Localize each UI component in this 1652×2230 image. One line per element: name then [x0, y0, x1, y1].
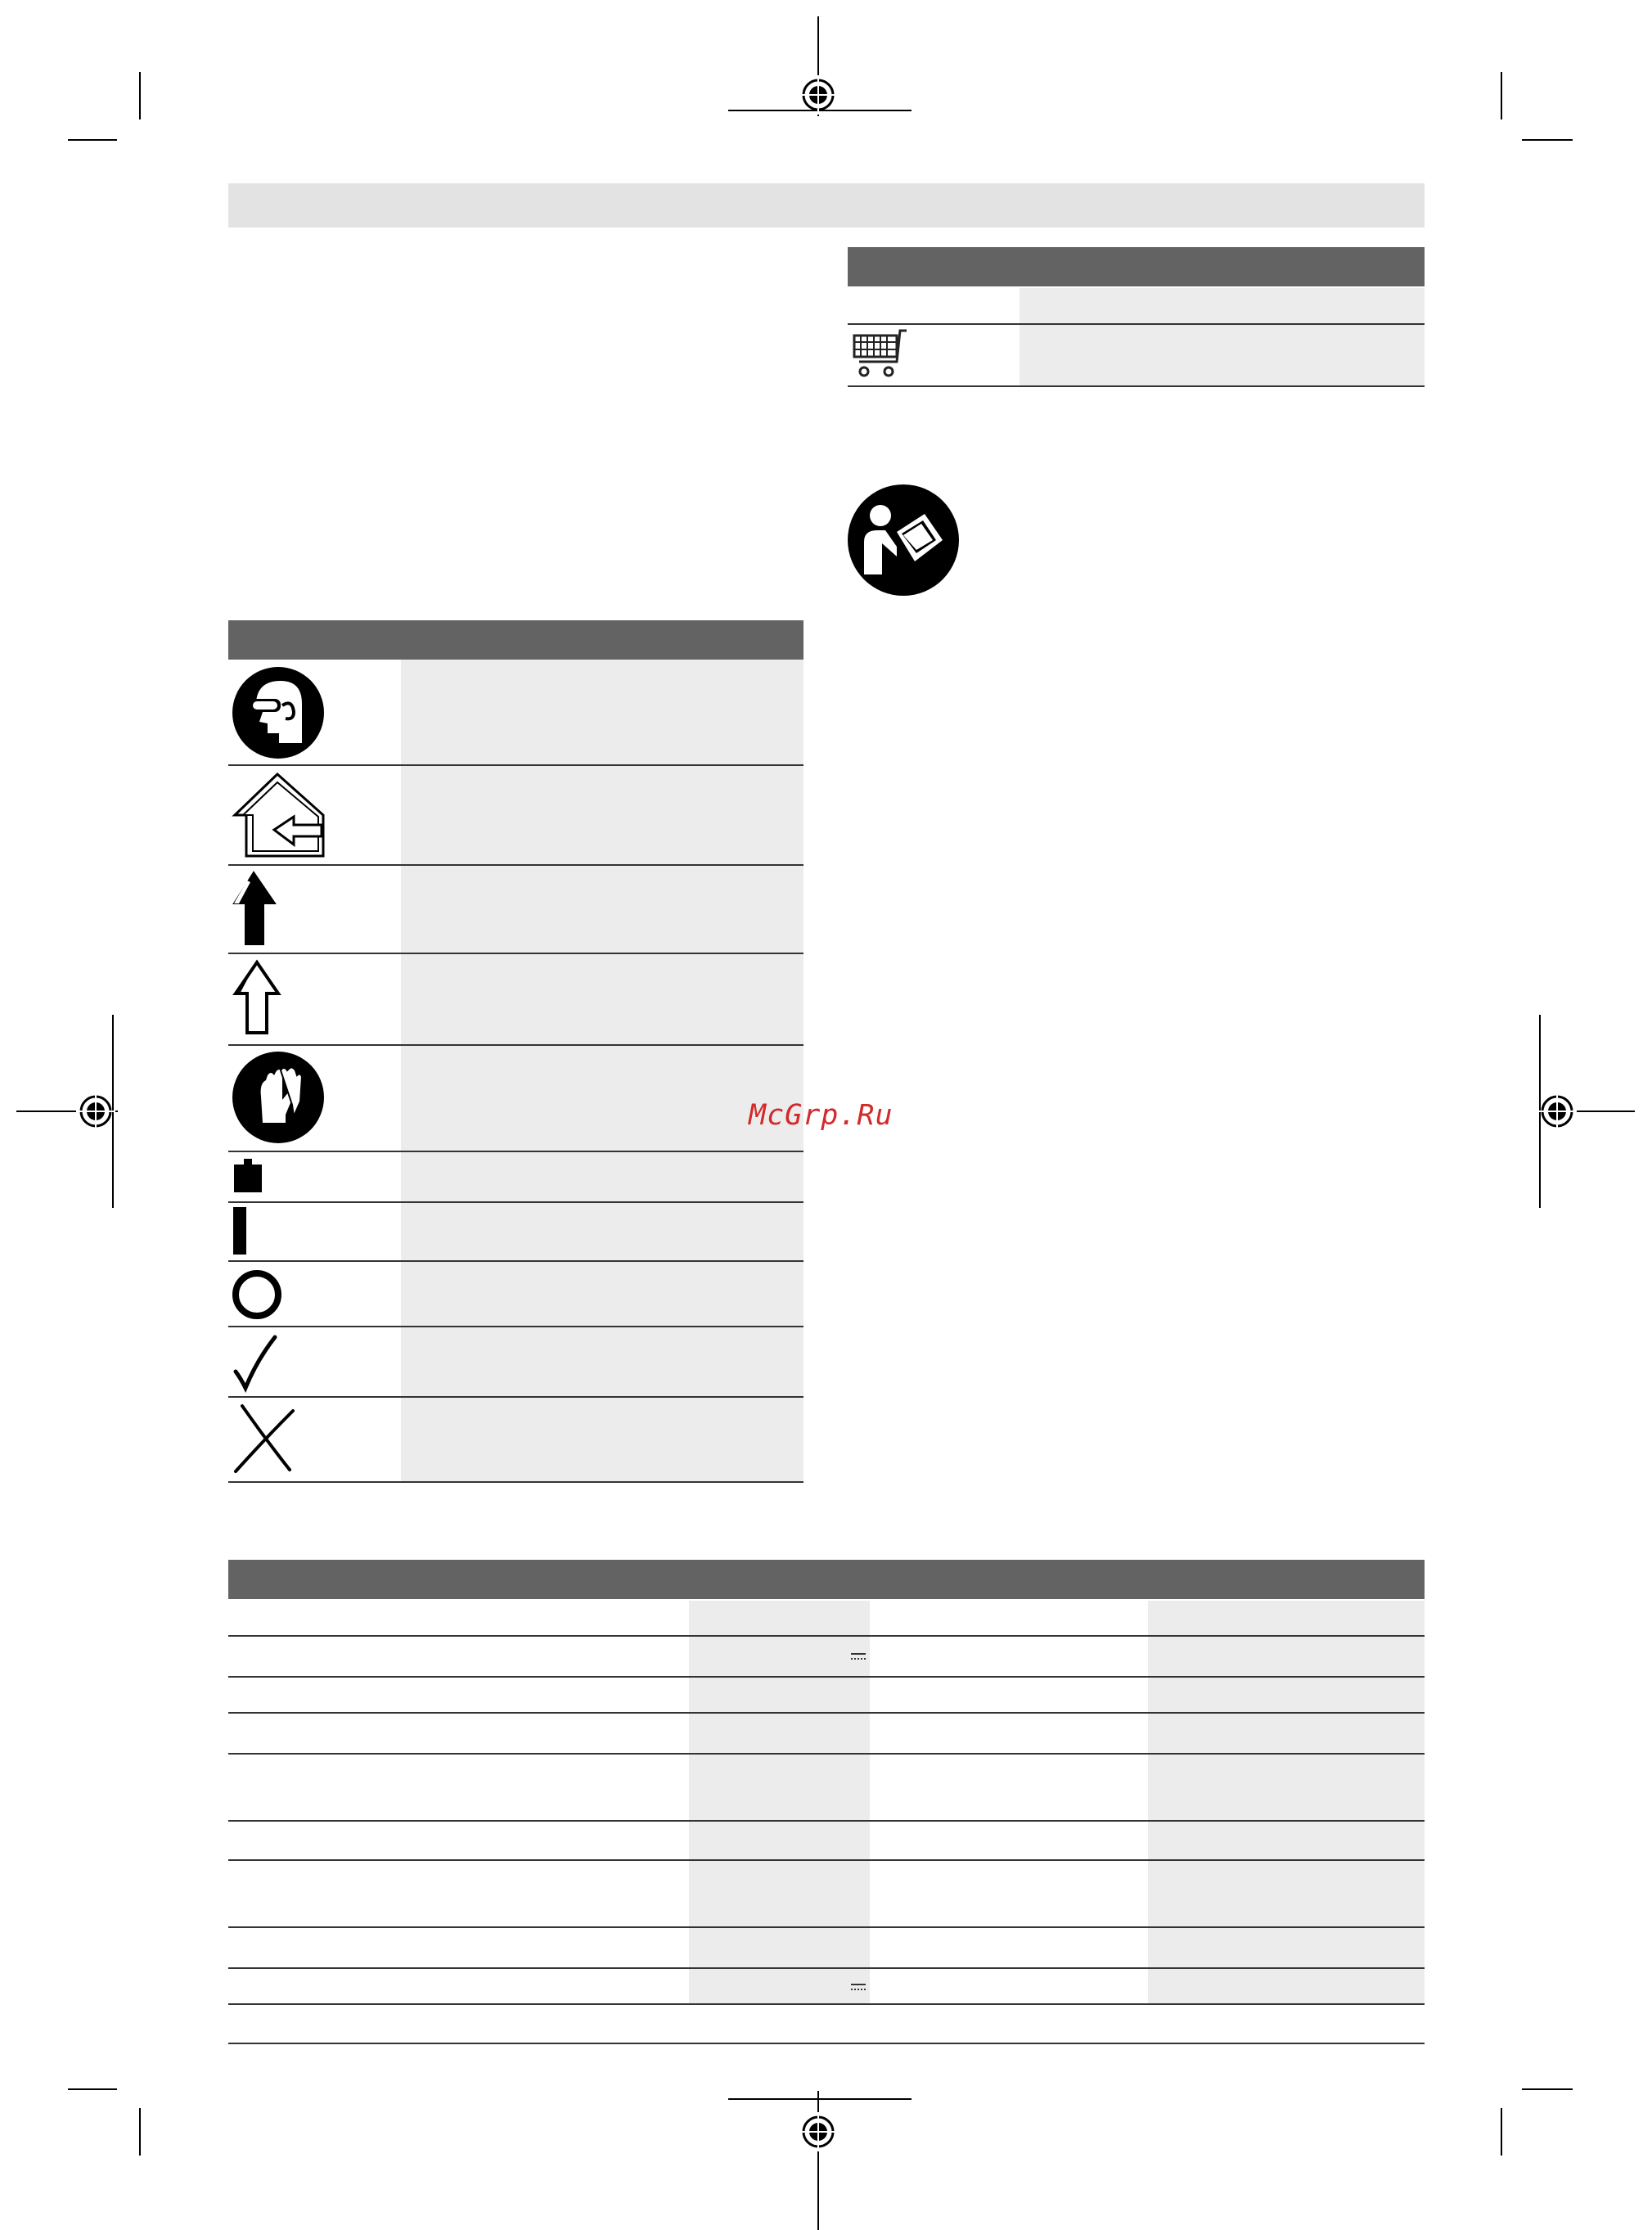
page-header-band [228, 183, 1425, 228]
safety-goggles-hearing-icon [232, 666, 325, 759]
registration-mark-top [728, 16, 925, 164]
arrow-up-filled-icon [232, 871, 281, 946]
bar-icon [232, 1206, 249, 1257]
direct-current-icon [851, 1984, 866, 1990]
indoor-use-house-icon [232, 771, 325, 859]
watermark: McGrp.Ru [749, 1099, 894, 1132]
direct-current-icon [851, 1653, 866, 1660]
symbols-table-header [228, 620, 803, 660]
accessories-table-header [848, 247, 1425, 286]
check-mark-icon [232, 1336, 281, 1391]
tech-data-table-header [228, 1560, 1425, 1599]
registration-mark-left [16, 1015, 131, 1211]
ring-icon [231, 1268, 283, 1321]
cross-mark-icon [232, 1403, 298, 1475]
registration-mark-right [1530, 1015, 1645, 1211]
arrow-up-outline-icon [232, 961, 281, 1036]
gloves-icon [232, 1051, 325, 1144]
read-manual-icon [846, 483, 961, 597]
shopping-cart-icon [851, 327, 910, 380]
weight-icon [232, 1159, 265, 1193]
registration-mark-bottom [728, 2083, 925, 2230]
